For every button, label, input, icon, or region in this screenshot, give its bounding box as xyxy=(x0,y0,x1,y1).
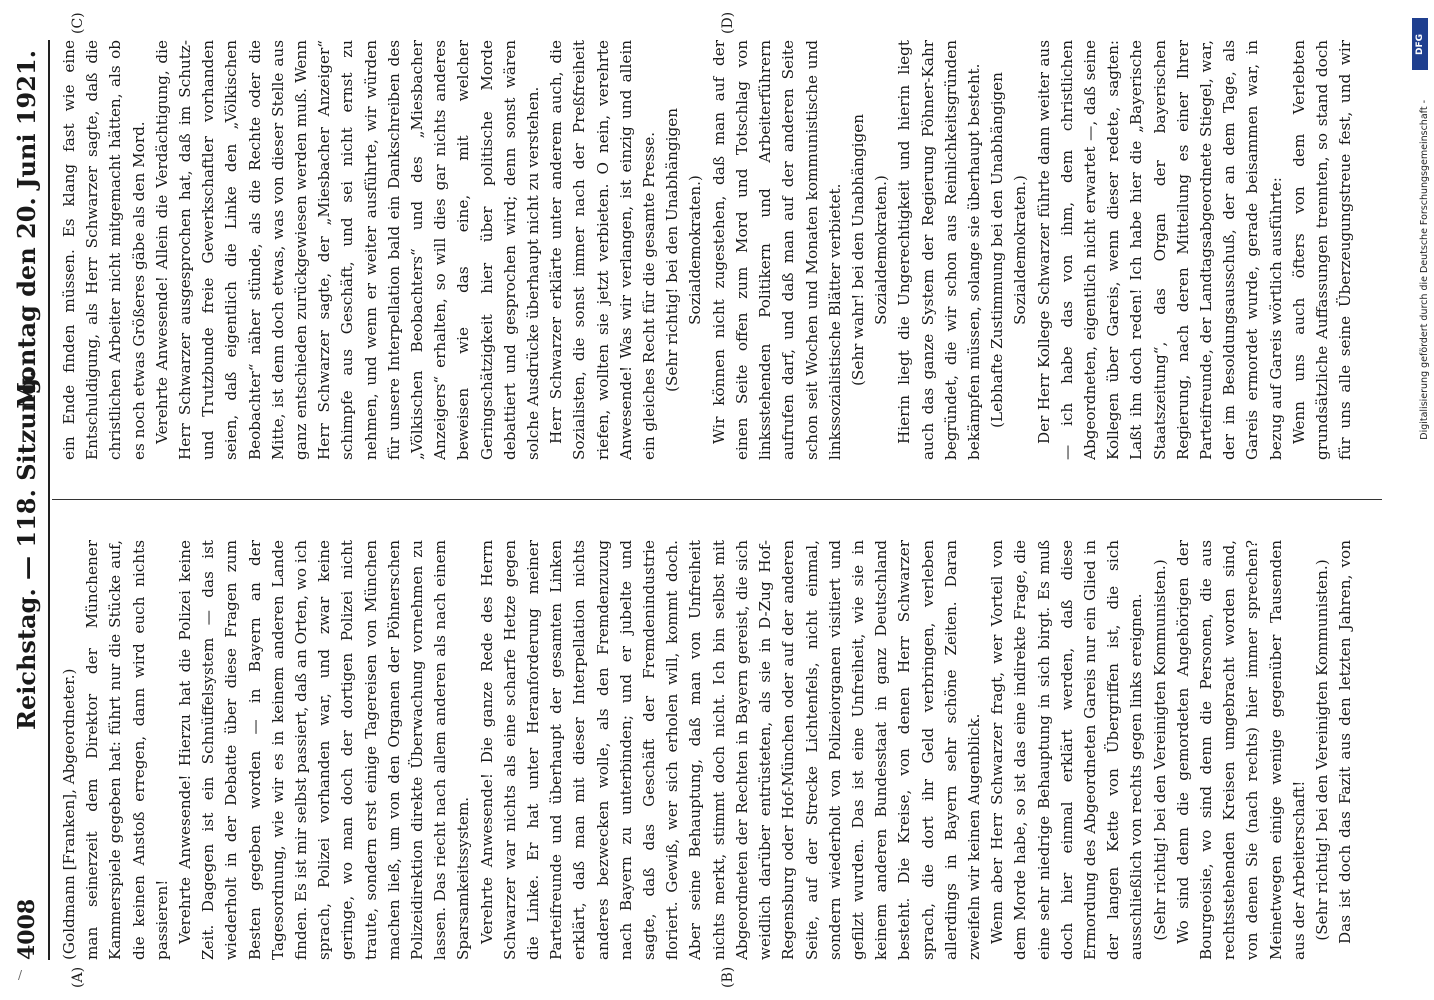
paragraph: Wo sind denn die gemordeten Angehörigen der Bourgeoisie, wo sind denn die Personen, die aus rechtsstehenden Kreisen umgebracht worden sind, von denen Sie (nach rechts) hier immer sprechen? Meinetwegen einige wenige gegenüber Tausenden aus der Arbeiterschaft! xyxy=(1173,540,1308,960)
paragraph: Das ist doch das Fazit aus den letzten Jahren, von xyxy=(1336,540,1355,944)
paragraph: Herr Schwarzer erklärte unter anderem auch, die Sozialisten, die sonst immer nach der Preßfreiheit riefen, wollten sie jetzt verbieten. O nein, verehrte Anwesende! Was wir verlangen, ist einzig und allein ein gleiches Recht für die gesamte Presse. xyxy=(547,40,659,460)
paragraph: Wenn uns auch öfters von dem Verlebten grundsätzliche Auffassungen trennten, so stand doch für uns alle seine Überzeugungstreue fest, und wir xyxy=(1289,40,1355,460)
credit-text: Digitalisierung gefördert durch die Deutsche Forschungsgemeinschaft - xyxy=(1419,100,1430,440)
session-date: Montag den 20. Juni 1921. xyxy=(12,50,41,409)
page-header xyxy=(8,40,50,960)
paragraph: Verehrte Anwesende! Die ganze Rede des Herrn Schwarzer war nichts als eine scharfe Hetze gegen die Linke. Er hat unter Heranforderung meiner Parteifreunde und überhaupt der gesamten Linken erklärt, daß man mit dieser Interpellation nichts anderes bezwecken wolle, als den Fremdenzuzug nach Bayern zu unterbinden; und er jubelte und sagte, daß das Geschäft der Fremdenindustrie floriert. Gewiß, wer sich erholen will, kommt doch. Aber seine Behauptung, daß man von Unfreiheit nichts merkt, stimmt doch nicht. Ich bin selbst mit Abgeordneten der Rechten in Bayern gereist, die sich weidlich darüber entrüsteten, als sie in D-Zug Hof-Regensburg oder Hof-München oder auf der anderen Seite, auf der Strecke Lichtenfels, nicht einmal, sondern wiederholt von Polizeiorganen visitiert und gefilzt wurden. Das ist eine Unfreiheit, wie sie in keinem anderen Bundesstaat in ganz Deutschland besteht. Die Kreise, von denen Herr Schwarzer sprach, die dort ihr Geld verbringen, verleben allerdings in Bayern sehr schöne Zeiten. Daran zweifeln wir keinen Augenblick. xyxy=(477,540,983,960)
column-divider xyxy=(52,499,1382,500)
paragraph: Verehrte Anwesende! Hierzu hat die Polizei keine Zeit. Dagegen ist ein Schnüffelsystem — das ist wiederholt in der Debatte über diese Fragen zum Besten gegeben worden — in Bayern an der Tagesordnung, wie wir es in keinem anderen Lande finden. Es ist mir selbst passiert, daß an Orten, wo ich sprach, Polizei vorhanden war, und zwar keine geringe, wo man doch der dortigen Polizei nicht traute, sondern erst einige Tagereisen von München machen ließ, um von den Organen der Pöhnerschen Polizeidirektion direkte Überwachung vornehmen zu lassen. Das riecht nach allem anderen als nach einem Sparsamkeitssystem. xyxy=(176,540,473,960)
paragraph: (Lebhafte Zustimmung bei den Unabhängigen Sozialdemokraten.) xyxy=(988,72,1030,428)
paragraph: (Sehr richtig! bei den Unabhängigen Sozialdemokraten.) xyxy=(663,108,705,392)
paragraph: Wir können nicht zugestehen, daß man auf der einen Seite offen zum Mord und Totschlag von linksstehenden Politikern und Arbeiterführern aufrufen darf, und daß man auf der anderen Seite schon seit Wochen und Monaten kommunistische und linkssozialistische Blätter verbietet. xyxy=(709,40,844,460)
digitization-credit xyxy=(1408,10,1430,990)
marker-c: (C) xyxy=(70,12,86,34)
dfg-logo: DFG xyxy=(1412,18,1428,70)
session-title: Reichstag. — 118. Sitzung. xyxy=(12,369,41,730)
paragraph: Der Herr Kollege Schwarzer führte dann weiter aus — ich habe das von ihm, dem christlichen Abgeordneten, eigentlich nicht erwartet —, daß seine Kollegen über Gareis, wenn dieser redete, sagten: Laßt ihn doch reden! Ich habe hier die „Bayerische Staatszeitung“, das Organ der bayerischen Regierung, nach deren Mitteilung es einer Ihrer Parteifreunde, der Landtagsabgeordnete Stiegel, war, der im Besoldungsausschuß, der an dem Tage, als Gareis ermordet wurde, gerade beisammen war, in bezug auf Gareis wörtlich ausführte: xyxy=(1034,40,1285,460)
paragraph: (Goldmann [Franken], Abgeordneter.) xyxy=(60,668,78,960)
page-number: 4008 xyxy=(14,898,40,960)
right-column xyxy=(58,40,1358,460)
paragraph: Verehrte Anwesende! Allein die Verdächtigung, die Herr Schwarzer ausgesprochen hat, daß im Schutz- und Trutzbunde freie Gewerkschaftler vorhanden seien, daß eigentlich die Linke den „Völkischen Beobachter“ näher stünde, als die Rechte oder die Mitte, ist denn doch etwas, was von dieser Stelle aus ganz entschieden zurückgewiesen werden muß. Wenn Herr Schwarzer sagte, der „Miesbacher Anzeiger“ schimpfe aus Geschäft, und sei nicht ernst zu nehmen, und wenn er weiter ausführte, wir würden für unsere Interpellation bald ein Dankschreiben des „Völkischen Beobachters“ und des „Miesbacher Anzeigers“ erhalten, so will dies gar nichts anderes beweisen wie das eine, mit welcher Geringschätzigkeit hier über politische Morde debattiert und gesprochen wird; denn sonst wären solche Ausdrücke überhaupt nicht zu verstehen. xyxy=(152,40,543,460)
paragraph: ein Ende finden müssen. Es klang fast wie eine Entschuldigung, als Herr Schwarzer sagte, daß die christlichen Arbeiter nicht mitgemacht hätten, als ob es noch etwas Größeres gäbe als den Mord. xyxy=(60,40,148,460)
marker-a: (A) xyxy=(70,966,86,988)
paragraph: Hierin liegt die Ungerechtigkeit und hierin liegt auch das ganze System der Regierung Pöhner-Kahr begründet, die wir schon aus Reinlichkeitsgründen bekämpfen müssen, solange sie überhaupt besteht. xyxy=(895,40,983,460)
paragraph: Wenn aber Herr Schwarzer fragt, wer Vorteil von dem Morde habe, so ist das eine indirekte Frage, die eine sehr niedrige Behauptung in sich birgt. Es muß doch hier einmal erklärt werden, daß diese Ermordung des Abgeordneten Gareis nur ein Glied in der langen Kette von Übergriffen ist, die sich ausschließlich von rechts gegen links ereignen. xyxy=(988,540,1146,960)
margin-mark: / xyxy=(18,968,23,982)
marker-b: (B) xyxy=(720,966,736,988)
paragraph: (Sehr wahr! bei den Unabhängigen Sozialdemokraten.) xyxy=(848,114,891,386)
paragraph: (Sehr richtig! bei den Vereinigten Kommunisten.) xyxy=(1312,559,1331,941)
paragraph: man seinerzeit dem Direktor der Münchener Kammerspiele gegeben hat: führt nur die Stücke auf, die keinen Anstoß erregen, dann wird euch nichts passieren! xyxy=(83,540,171,960)
marker-d: (D) xyxy=(720,11,736,34)
left-column xyxy=(58,540,1358,960)
paragraph: (Sehr richtig! bei den Vereinigten Kommunisten.) xyxy=(1150,559,1169,941)
